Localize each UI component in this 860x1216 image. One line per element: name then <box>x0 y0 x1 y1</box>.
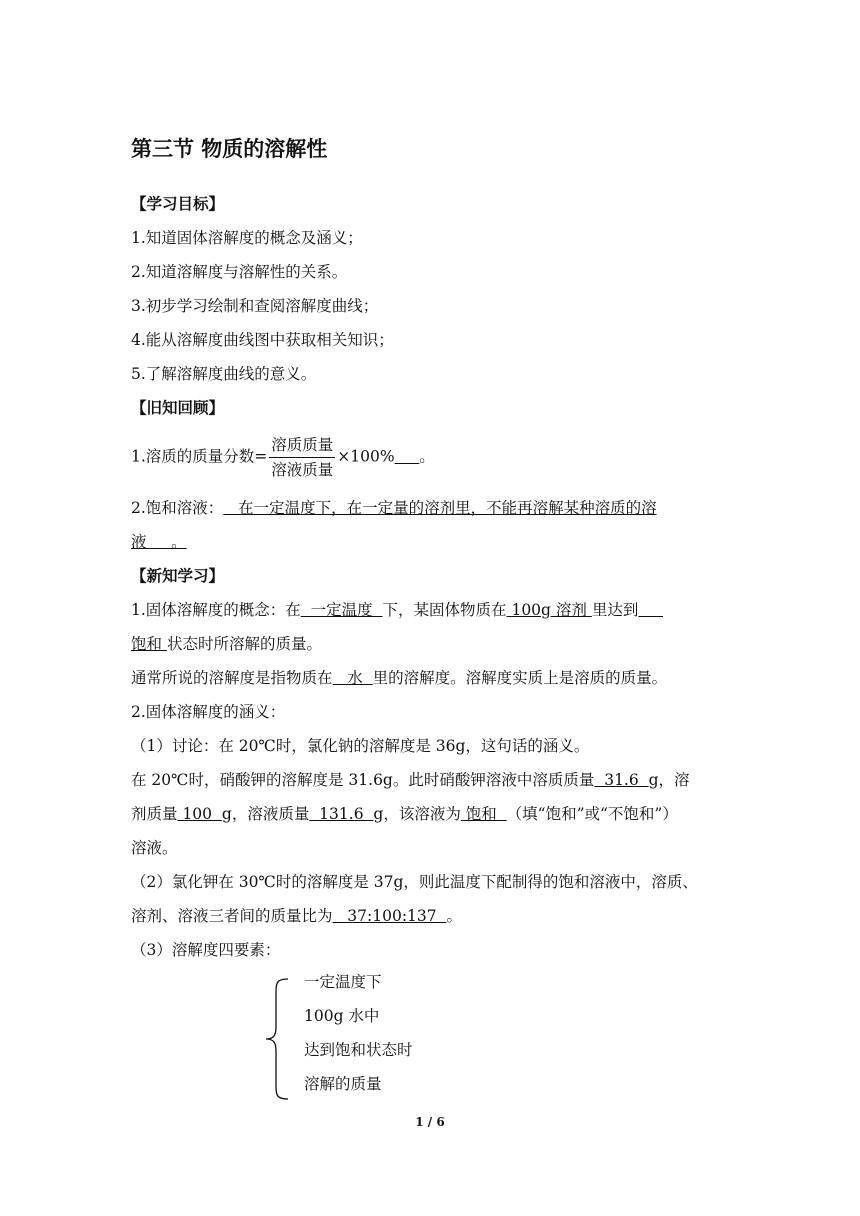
blank <box>638 601 663 619</box>
answer-solvent: 100g 溶剂 <box>506 601 592 619</box>
text: 里达到 <box>591 601 639 619</box>
goal-item-2: 2.知道溶解度与溶解性的关系。 <box>131 263 348 281</box>
text: 状态时所溶解的质量。 <box>166 635 322 653</box>
page-number: 1 / 6 <box>415 1115 445 1129</box>
new-p1-line2 <box>131 634 322 654</box>
mass-fraction-formula <box>269 434 335 481</box>
review-heading: 【旧知回顾】 <box>131 399 225 417</box>
review-q2-line2 <box>131 532 187 552</box>
review-q2-line1 <box>131 498 657 518</box>
answer-solute-mass: 31.6 <box>594 771 649 789</box>
element-4: 溶解的质量 <box>304 1075 382 1093</box>
formula-numerator: 溶质质量 <box>269 434 335 458</box>
goal-item-5: 5.了解溶解度曲线的意义。 <box>131 365 317 383</box>
new-p5 <box>131 770 690 790</box>
new-heading: 【新知学习】 <box>131 567 225 585</box>
text: 里的溶解度。溶解度实质上是溶质的质量。 <box>372 669 668 687</box>
text: （填“饱和”或“不饱和”） <box>506 805 678 823</box>
text: g，溶 <box>648 771 690 789</box>
answer-solution-mass: 131.6 <box>309 805 374 823</box>
text: g，溶液质量 <box>221 805 310 823</box>
new-p1-line1 <box>131 600 663 620</box>
answer-solvent-mass: 100 <box>177 805 222 823</box>
review-q1 <box>131 434 435 481</box>
goal-item-3: 3.初步学习绘制和查阅溶解度曲线； <box>131 297 379 315</box>
review-q1-end: 。 <box>419 447 435 466</box>
goals-heading: 【学习目标】 <box>131 195 225 213</box>
text: 通常所说的溶解度是指物质在 <box>131 669 333 687</box>
answer-water: 水 <box>332 669 373 687</box>
text: 下，某固体物质在 <box>382 601 507 619</box>
text: 1.固体溶解度的概念：在 <box>131 601 301 619</box>
review-q2-answer-cont: 液 。 <box>131 533 187 551</box>
new-p6 <box>131 804 678 824</box>
text: 。 <box>446 907 463 925</box>
element-2: 100g 水中 <box>304 1007 380 1025</box>
element-3: 达到饱和状态时 <box>304 1041 413 1059</box>
new-p9 <box>131 906 462 926</box>
review-q2-prefix: 2.饱和溶液： <box>131 499 224 517</box>
answer-saturated: 饱和 <box>131 635 167 653</box>
answer-saturation: 饱和 <box>460 805 507 823</box>
answer-temperature: 一定温度 <box>300 601 383 619</box>
answer-mass-ratio: 37:100:137 <box>332 907 447 925</box>
review-q1-prefix: 1.溶质的质量分数= <box>131 447 268 466</box>
new-p3: 2.固体溶解度的涵义： <box>131 703 286 721</box>
text: 在 20℃时，硝酸钾的溶解度是 31.6g。此时硝酸钾溶液中溶质质量 <box>131 771 595 789</box>
goal-item-4: 4.能从溶解度曲线图中获取相关知识； <box>131 331 394 349</box>
text: 剂质量 <box>131 805 178 823</box>
page-title: 第三节 物质的溶解性 <box>131 137 328 161</box>
new-p4: （1）讨论：在 20℃时，氯化钠的溶解度是 36g，这句话的涵义。 <box>131 737 590 755</box>
review-q2-answer: 在一定温度下，在一定量的溶剂里，不能再溶解某种溶质的溶 <box>223 499 657 517</box>
new-p2 <box>131 668 667 688</box>
curly-brace-icon <box>262 977 292 1101</box>
formula-times: ×100% <box>337 447 395 466</box>
goal-item-1: 1.知道固体溶解度的概念及涵义； <box>131 229 363 247</box>
new-p10: （3）溶解度四要素： <box>131 941 281 959</box>
new-p7: 溶液。 <box>131 839 178 857</box>
blank-answer <box>395 448 420 466</box>
element-1: 一定温度下 <box>304 973 382 991</box>
text: g，该溶液为 <box>373 805 461 823</box>
text: 溶剂、溶液三者间的质量比为 <box>131 907 333 925</box>
formula-denominator: 溶液质量 <box>271 461 334 479</box>
new-p8: （2）氯化钾在 30℃时的溶解度是 37g，则此温度下配制得的饱和溶液中，溶质、 <box>131 873 698 891</box>
